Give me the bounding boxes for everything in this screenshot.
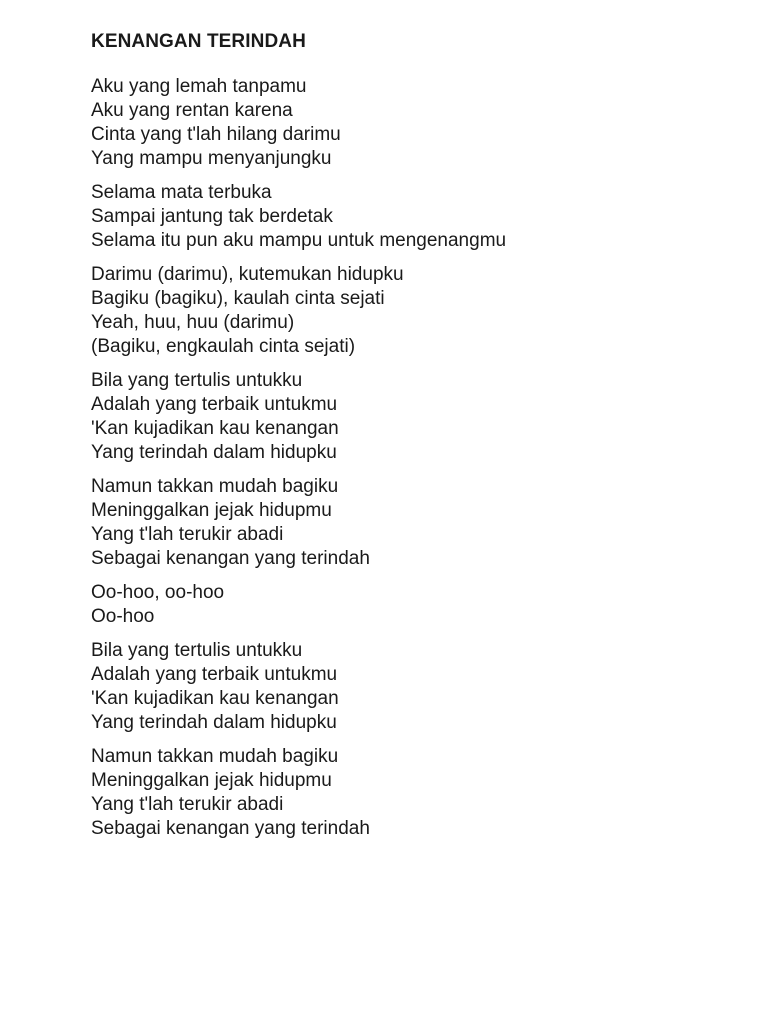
stanza-8 bbox=[91, 745, 731, 841]
lyric-line: Yang mampu menyanjungku bbox=[91, 148, 332, 169]
lyric-line: Selama mata terbuka bbox=[91, 182, 272, 203]
lyric-line: (Bagiku, engkaulah cinta sejati) bbox=[91, 336, 356, 357]
lyric-line: Adalah yang terbaik untukmu bbox=[91, 664, 338, 685]
lyric-line: Yang t'lah terukir abadi bbox=[91, 524, 284, 545]
lyric-line: Aku yang rentan karena bbox=[91, 100, 293, 121]
stanza-1 bbox=[91, 75, 731, 171]
lyric-line: Sebagai kenangan yang terindah bbox=[91, 548, 370, 569]
lyric-line: Namun takkan mudah bagiku bbox=[91, 476, 339, 497]
lyric-line: Darimu (darimu), kutemukan hidupku bbox=[91, 264, 404, 285]
lyric-line: Bila yang tertulis untukku bbox=[91, 370, 303, 391]
lyric-line: Namun takkan mudah bagiku bbox=[91, 746, 339, 767]
stanza-7 bbox=[91, 639, 731, 735]
lyric-line: Cinta yang t'lah hilang darimu bbox=[91, 124, 341, 145]
lyric-line: Bila yang tertulis untukku bbox=[91, 640, 303, 661]
lyric-line: Selama itu pun aku mampu untuk mengenangmu bbox=[91, 230, 507, 251]
song-title: KENANGAN TERINDAH bbox=[91, 31, 306, 52]
lyric-line: Oo-hoo, oo-hoo bbox=[91, 582, 225, 603]
stanza-2 bbox=[91, 181, 731, 253]
lyric-line: 'Kan kujadikan kau kenangan bbox=[91, 688, 339, 709]
lyrics-document bbox=[91, 30, 731, 851]
lyric-line: Meninggalkan jejak hidupmu bbox=[91, 500, 332, 521]
lyric-line: Sebagai kenangan yang terindah bbox=[91, 818, 370, 839]
lyric-line: Bagiku (bagiku), kaulah cinta sejati bbox=[91, 288, 385, 309]
lyric-line: Aku yang lemah tanpamu bbox=[91, 76, 307, 97]
lyric-line: Yeah, huu, huu (darimu) bbox=[91, 312, 295, 333]
lyric-line: Oo-hoo bbox=[91, 606, 155, 627]
stanza-6 bbox=[91, 581, 731, 629]
lyric-line: Yang terindah dalam hidupku bbox=[91, 712, 337, 733]
stanza-5 bbox=[91, 475, 731, 571]
stanza-4 bbox=[91, 369, 731, 465]
lyric-line: Meninggalkan jejak hidupmu bbox=[91, 770, 332, 791]
lyric-line: Sampai jantung tak berdetak bbox=[91, 206, 333, 227]
lyric-line: Yang terindah dalam hidupku bbox=[91, 442, 337, 463]
lyric-line: 'Kan kujadikan kau kenangan bbox=[91, 418, 339, 439]
lyric-line: Yang t'lah terukir abadi bbox=[91, 794, 284, 815]
lyric-line: Adalah yang terbaik untukmu bbox=[91, 394, 338, 415]
stanza-3 bbox=[91, 263, 731, 359]
